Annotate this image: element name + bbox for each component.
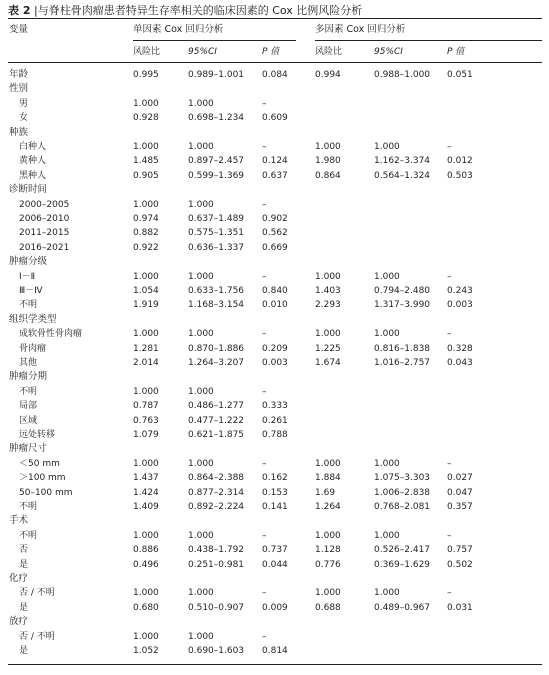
multi-p-value: 0.003 — [447, 300, 473, 311]
multi-hazard-ratio: 2.293 — [315, 300, 341, 311]
row-subgroup-label: 是 — [19, 646, 29, 656]
uni-hazard-ratio: 1.054 — [133, 286, 159, 296]
uni-confidence-interval: 1.000 — [188, 199, 214, 210]
row-category-label: 肿瘤分期 — [9, 371, 48, 383]
multi-hazard-ratio: 1.000 — [315, 271, 341, 282]
uni-p-value: 0.141 — [262, 502, 288, 512]
uni-hazard-ratio: 1.409 — [133, 502, 159, 512]
row-category-label: 放疗 — [9, 616, 29, 628]
multi-hazard-ratio: 1.128 — [315, 545, 341, 556]
multi-hazard-ratio: 0.864 — [315, 170, 341, 181]
uni-confidence-interval: 1.000 — [188, 98, 214, 109]
uni-hazard-ratio: 1.000 — [133, 142, 159, 152]
multi-hazard-ratio: 0.776 — [315, 559, 341, 570]
uni-p-value: 0.788 — [262, 430, 288, 440]
uni-hazard-ratio: 1.000 — [133, 98, 159, 109]
uni-hazard-ratio: 0.922 — [133, 242, 159, 253]
multi-hazard-ratio: 1.000 — [315, 142, 341, 152]
multi-p-value: 0.051 — [447, 70, 473, 80]
uni-hazard-ratio: 0.928 — [133, 113, 159, 124]
row-subgroup-label: 男 — [19, 98, 29, 109]
uni-p-value: 0.124 — [262, 156, 288, 167]
uni-p-value: 0.084 — [262, 70, 288, 80]
multi-hazard-ratio: 1.225 — [315, 343, 341, 354]
header-uni-ci: 95%CI — [188, 47, 217, 57]
univariate-rule — [133, 40, 296, 41]
uni-confidence-interval: 0.438–1.792 — [188, 545, 245, 556]
row-subgroup-label: 白种人 — [19, 142, 47, 152]
row-category-label: 年龄 — [9, 69, 29, 80]
multi-hazard-ratio: 1.000 — [315, 588, 341, 599]
uni-confidence-interval: 0.870–1.886 — [188, 343, 245, 354]
uni-confidence-interval: 0.251–0.981 — [188, 559, 245, 570]
uni-confidence-interval: 0.989–1.001 — [188, 70, 245, 80]
header-multivariate: 多因素 Cox 回归分析 — [315, 24, 406, 35]
row-subgroup-label: 不明 — [19, 502, 38, 512]
uni-confidence-interval: 0.633–1.756 — [188, 286, 245, 296]
multi-p-value: 0.027 — [447, 473, 473, 484]
uni-confidence-interval: 0.510–0.907 — [188, 602, 245, 613]
uni-hazard-ratio: 1.000 — [133, 386, 159, 397]
uni-hazard-ratio: 1.000 — [133, 588, 159, 599]
uni-p-value: – — [262, 588, 267, 599]
multi-hazard-ratio: 0.994 — [315, 70, 341, 80]
uni-p-value: 0.162 — [262, 473, 288, 484]
multi-hazard-ratio: 1.000 — [315, 458, 341, 469]
row-subgroup-label: 不明 — [19, 386, 38, 397]
multi-confidence-interval: 0.369–1.629 — [374, 559, 431, 570]
header-univariate: 单因素 Cox 回归分析 — [133, 24, 224, 35]
multi-confidence-interval: 0.489–0.967 — [374, 602, 431, 613]
uni-hazard-ratio: 1.424 — [133, 487, 159, 498]
row-category-label: 组织学类型 — [9, 313, 57, 325]
multi-hazard-ratio: 1.000 — [315, 530, 341, 541]
uni-confidence-interval: 1.168–3.154 — [188, 300, 245, 311]
uni-hazard-ratio: 0.680 — [133, 602, 159, 613]
row-category-label: 手术 — [9, 515, 29, 527]
multi-confidence-interval: 1.000 — [374, 142, 400, 152]
uni-hazard-ratio: 1.000 — [133, 530, 159, 541]
row-subgroup-label: 黑种人 — [19, 170, 47, 181]
row-subgroup-label: 否 / 不明 — [19, 588, 55, 599]
uni-confidence-interval: 0.636–1.337 — [188, 242, 245, 253]
multi-p-value: – — [447, 530, 452, 541]
top-rule — [8, 18, 542, 19]
multi-p-value: 0.503 — [447, 170, 473, 181]
row-subgroup-label: 2011–2015 — [19, 228, 70, 239]
multi-confidence-interval: 1.000 — [374, 588, 400, 599]
uni-p-value: 0.261 — [262, 415, 288, 426]
row-subgroup-label: 不明 — [19, 530, 38, 541]
uni-p-value: – — [262, 199, 267, 210]
row-category-label: 肿瘤分级 — [9, 256, 48, 268]
uni-confidence-interval: 0.486–1.277 — [188, 401, 245, 412]
uni-p-value: – — [262, 142, 267, 152]
uni-confidence-interval: 0.877–2.314 — [188, 487, 245, 498]
multi-confidence-interval: 1.000 — [374, 271, 400, 282]
multi-hazard-ratio: 1.69 — [315, 487, 336, 498]
multi-confidence-interval: 1.162–3.374 — [374, 156, 431, 167]
row-subgroup-label: 2016–2021 — [19, 242, 70, 253]
uni-p-value: – — [262, 329, 267, 340]
multi-confidence-interval: 1.000 — [374, 530, 400, 541]
uni-confidence-interval: 0.621–1.875 — [188, 430, 245, 440]
multi-confidence-interval: 0.988–1.000 — [374, 70, 431, 80]
uni-hazard-ratio: 1.000 — [133, 329, 159, 340]
uni-p-value: 0.737 — [262, 545, 288, 556]
bottom-rule — [8, 664, 542, 665]
multi-confidence-interval: 0.794–2.480 — [374, 286, 431, 296]
uni-p-value: 0.609 — [262, 113, 288, 124]
uni-confidence-interval: 0.637–1.489 — [188, 214, 245, 224]
row-subgroup-label: 不明 — [19, 300, 38, 311]
row-subgroup-label: 是 — [19, 559, 29, 570]
row-subgroup-label: 2006–2010 — [19, 214, 70, 224]
uni-p-value: – — [262, 530, 267, 541]
uni-confidence-interval: 1.000 — [188, 631, 214, 642]
uni-confidence-interval: 0.698–1.234 — [188, 113, 245, 124]
uni-confidence-interval: 0.864–2.388 — [188, 473, 245, 484]
uni-confidence-interval: 1.264–3.207 — [188, 358, 245, 368]
row-subgroup-label: 其他 — [19, 358, 38, 368]
multi-p-value: 0.031 — [447, 602, 473, 613]
uni-hazard-ratio: 1.000 — [133, 271, 159, 282]
row-category-label: 化疗 — [9, 573, 29, 584]
uni-confidence-interval: 1.000 — [188, 271, 214, 282]
row-subgroup-label: 是 — [19, 602, 29, 613]
uni-confidence-interval: 0.575–1.351 — [188, 228, 245, 239]
multi-p-value: 0.047 — [447, 487, 473, 498]
uni-hazard-ratio: 1.052 — [133, 646, 159, 656]
uni-p-value: 0.637 — [262, 170, 288, 181]
uni-p-value: – — [262, 458, 267, 469]
header-uni-p: P 值 — [262, 47, 280, 57]
row-subgroup-label: 成软骨性骨肉瘤 — [19, 329, 83, 340]
multi-confidence-interval: 1.000 — [374, 458, 400, 469]
uni-p-value: 0.209 — [262, 343, 288, 354]
uni-hazard-ratio: 0.974 — [133, 214, 159, 224]
multi-confidence-interval: 0.816–1.838 — [374, 343, 431, 354]
uni-p-value: 0.902 — [262, 214, 288, 224]
uni-p-value: 0.153 — [262, 487, 288, 498]
row-subgroup-label: 50–100 mm — [19, 487, 73, 498]
multi-p-value: – — [447, 142, 452, 152]
multi-confidence-interval: 1.000 — [374, 329, 400, 340]
multi-confidence-interval: 0.526–2.417 — [374, 545, 431, 556]
multi-confidence-interval: 1.016–2.757 — [374, 358, 431, 368]
uni-confidence-interval: 0.690–1.603 — [188, 646, 245, 656]
table-title: 与脊柱骨肉瘤患者特异生存率相关的临床因素的 Cox 比例风险分析 — [37, 4, 363, 17]
uni-confidence-interval: 0.599–1.369 — [188, 170, 245, 181]
multi-confidence-interval: 1.075–3.303 — [374, 473, 431, 484]
uni-hazard-ratio: 0.496 — [133, 559, 159, 570]
uni-confidence-interval: 0.897–2.457 — [188, 156, 245, 167]
uni-p-value: 0.814 — [262, 646, 288, 656]
uni-p-value: 0.562 — [262, 228, 288, 239]
uni-hazard-ratio: 1.281 — [133, 343, 159, 354]
row-subgroup-label: 远处转移 — [19, 430, 56, 440]
uni-confidence-interval: 0.477–1.222 — [188, 415, 245, 426]
multi-p-value: – — [447, 271, 452, 282]
multi-p-value: 0.357 — [447, 502, 473, 512]
uni-confidence-interval: 1.000 — [188, 386, 214, 397]
uni-p-value: – — [262, 98, 267, 109]
table-caption — [8, 2, 362, 18]
uni-confidence-interval: 1.000 — [188, 458, 214, 469]
multi-p-value: 0.043 — [447, 358, 473, 368]
multi-confidence-interval: 0.564–1.324 — [374, 170, 431, 181]
uni-p-value: – — [262, 271, 267, 282]
uni-confidence-interval: 1.000 — [188, 329, 214, 340]
row-category-label: 诊断时间 — [9, 184, 48, 196]
row-subgroup-label: ＜50 mm — [19, 458, 60, 469]
header-uni-hr: 风险比 — [133, 47, 161, 57]
multi-p-value: 0.757 — [447, 545, 473, 556]
multi-hazard-ratio: 0.688 — [315, 602, 341, 613]
uni-p-value: 0.840 — [262, 286, 288, 296]
multi-hazard-ratio: 1.000 — [315, 329, 341, 340]
uni-hazard-ratio: 1.000 — [133, 199, 159, 210]
uni-confidence-interval: 0.892–2.224 — [188, 502, 245, 512]
multi-hazard-ratio: 1.884 — [315, 473, 341, 484]
uni-p-value: 0.669 — [262, 242, 288, 253]
uni-hazard-ratio: 0.905 — [133, 170, 159, 181]
uni-hazard-ratio: 1.000 — [133, 458, 159, 469]
multi-hazard-ratio: 1.403 — [315, 286, 341, 296]
uni-hazard-ratio: 0.882 — [133, 228, 159, 239]
uni-hazard-ratio: 0.763 — [133, 415, 159, 426]
multi-hazard-ratio: 1.980 — [315, 156, 341, 167]
row-subgroup-label: Ⅲ－Ⅳ — [19, 286, 43, 296]
uni-hazard-ratio: 2.014 — [133, 358, 159, 368]
uni-hazard-ratio: 1.919 — [133, 300, 159, 311]
row-subgroup-label: 否 — [19, 545, 29, 556]
multi-confidence-interval: 1.317–3.990 — [374, 300, 431, 311]
row-subgroup-label: 否 / 不明 — [19, 631, 55, 642]
uni-hazard-ratio: 1.485 — [133, 156, 159, 167]
row-subgroup-label: 女 — [19, 113, 29, 124]
row-subgroup-label: 骨肉瘤 — [19, 343, 47, 354]
caption-separator: | — [33, 4, 38, 17]
row-subgroup-label: 区域 — [19, 415, 38, 426]
multi-p-value: 0.502 — [447, 559, 473, 570]
uni-hazard-ratio: 0.995 — [133, 70, 159, 80]
header-multi-ci: 95%CI — [374, 47, 403, 57]
header-multi-p: P 值 — [447, 47, 465, 57]
uni-p-value: 0.010 — [262, 300, 288, 311]
uni-hazard-ratio: 0.886 — [133, 545, 159, 556]
multi-hazard-ratio: 1.264 — [315, 502, 341, 512]
multi-p-value: 0.012 — [447, 156, 473, 167]
header-multi-hr: 风险比 — [315, 47, 343, 57]
uni-p-value: 0.003 — [262, 358, 288, 368]
header-variable: 变量 — [9, 24, 29, 35]
uni-confidence-interval: 1.000 — [188, 530, 214, 541]
multivariate-rule — [315, 40, 542, 41]
uni-p-value: 0.009 — [262, 602, 288, 613]
uni-confidence-interval: 1.000 — [188, 142, 214, 152]
multi-p-value: – — [447, 329, 452, 340]
multi-p-value: – — [447, 458, 452, 469]
row-category-label: 性别 — [9, 83, 29, 95]
uni-p-value: – — [262, 631, 267, 642]
header-rule — [8, 62, 542, 63]
uni-hazard-ratio: 0.787 — [133, 401, 159, 412]
multi-hazard-ratio: 1.674 — [315, 358, 341, 368]
row-subgroup-label: Ⅰ－Ⅱ — [19, 271, 36, 282]
row-subgroup-label: 黄种人 — [19, 156, 47, 167]
uni-p-value: – — [262, 386, 267, 397]
row-category-label: 种族 — [9, 126, 29, 138]
row-subgroup-label: 2000–2005 — [19, 199, 70, 210]
multi-p-value: 0.328 — [447, 343, 473, 354]
multi-confidence-interval: 1.006–2.838 — [374, 487, 431, 498]
row-subgroup-label: ＞100 mm — [19, 473, 66, 484]
uni-hazard-ratio: 1.000 — [133, 631, 159, 642]
row-subgroup-label: 局部 — [19, 401, 38, 412]
multi-p-value: 0.243 — [447, 286, 473, 296]
uni-hazard-ratio: 1.079 — [133, 430, 159, 440]
table-number: 表 2 — [8, 4, 31, 17]
row-category-label: 肿瘤尺寸 — [9, 443, 48, 455]
multi-confidence-interval: 0.768–2.081 — [374, 502, 431, 512]
uni-p-value: 0.044 — [262, 559, 288, 570]
uni-hazard-ratio: 1.437 — [133, 473, 159, 484]
uni-confidence-interval: 1.000 — [188, 588, 214, 599]
uni-p-value: 0.333 — [262, 401, 288, 412]
multi-p-value: – — [447, 588, 452, 599]
